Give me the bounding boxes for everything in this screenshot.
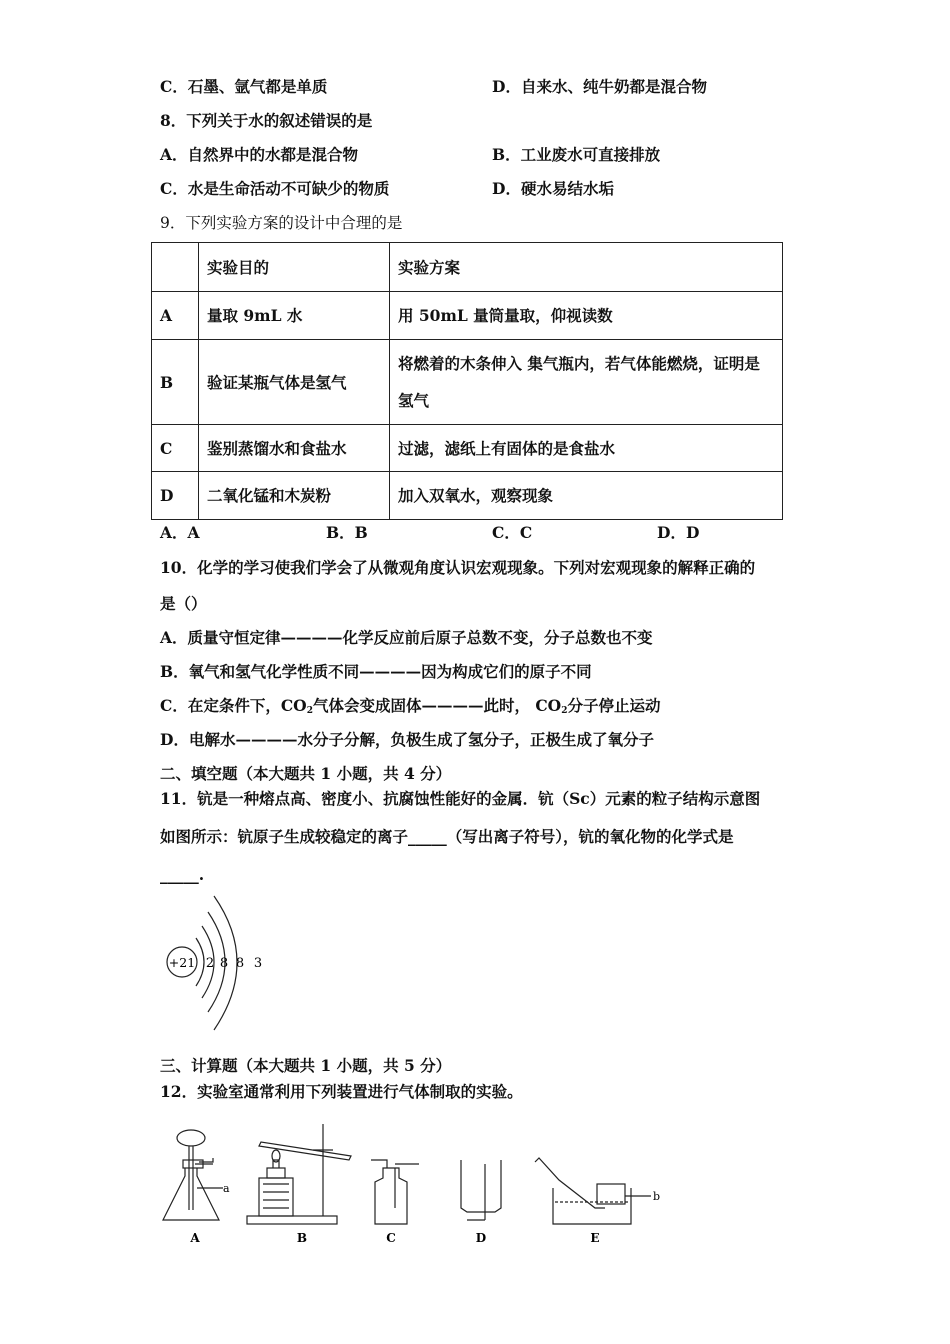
electron-count: 8 <box>219 956 229 971</box>
table-cell-goal: 二氧化锰和木炭粉 <box>199 472 390 520</box>
table-cell-key: D <box>152 472 199 520</box>
subscript: 2 <box>306 706 313 716</box>
q12-stem: 12．实验室通常利用下列装置进行气体制取的实验。 <box>160 1082 523 1101</box>
q9-option-b: B．B <box>326 523 368 542</box>
table-row <box>152 425 783 472</box>
q9-option-d: D．D <box>657 523 700 542</box>
electron-count: 3 <box>253 956 263 971</box>
table-cell-goal: 量取 9mL 水 <box>199 292 390 340</box>
table-cell-goal: 鉴别蒸馏水和食盐水 <box>199 425 390 472</box>
table-header-cell: 实验目的 <box>199 243 390 292</box>
section-heading-fill-in: 二、填空题（本大题共 1 小题，共 4 分） <box>160 764 452 783</box>
table-cell-goal: 验证某瓶气体是氢气 <box>199 340 390 425</box>
table-row <box>152 292 783 340</box>
table-cell-plan: 过滤，滤纸上有固体的是食盐水 <box>390 425 783 472</box>
apparatus-e-water-trough <box>535 1158 651 1224</box>
table-header-row <box>152 243 783 292</box>
q11-line2: 如图所示：钪原子生成较稳定的离子_____（写出离子符号），钪的氧化物的化学式是 <box>160 827 734 846</box>
q8-option-d: D．硬水易结水垢 <box>492 179 614 198</box>
q7-option-d: D．自来水、纯牛奶都是混合物 <box>492 77 707 96</box>
q8-option-b: B．工业废水可直接排放 <box>492 145 661 164</box>
scandium-atom-structure-diagram <box>158 890 288 1038</box>
q9-table <box>151 242 783 520</box>
apparatus-a-flask <box>163 1130 223 1220</box>
section-heading-calculation: 三、计算题（本大题共 1 小题，共 5 分） <box>160 1056 452 1075</box>
apparatus-label: D <box>475 1231 487 1245</box>
apparatus-label: B <box>296 1231 308 1245</box>
q11-line1: 11．钪是一种熔点高、密度小、抗腐蚀性能好的金属．钪（Sc）元素的粒子结构示意图 <box>160 789 761 808</box>
q10-option-c <box>160 696 660 721</box>
table-header-cell: 实验方案 <box>390 243 783 292</box>
table-row <box>152 340 783 425</box>
apparatus-label: C <box>386 1231 396 1245</box>
lab-apparatus-figure <box>155 1112 675 1252</box>
electron-count: 2 <box>205 956 215 971</box>
electron-count: 8 <box>235 956 245 971</box>
table-cell-plan: 加入双氧水，观察现象 <box>390 472 783 520</box>
table-cell-plan: 用 50mL 量筒量取，仰视读数 <box>390 292 783 340</box>
apparatus-c-gas-bottle <box>371 1160 419 1224</box>
table-cell-plan: 将燃着的木条伸入 集气瓶内，若气体能燃烧，证明是氢气 <box>390 340 783 425</box>
q9-option-a: A．A <box>160 523 200 542</box>
q9-option-c: C．C <box>492 523 533 542</box>
table-cell-key: C <box>152 425 199 472</box>
mark-b-label: b <box>653 1190 661 1203</box>
table-cell-key: A <box>152 292 199 340</box>
q10-option-c-part1: C．在定条件下，CO <box>160 696 307 715</box>
q10-option-b: B．氧气和氢气化学性质不同————因为构成它们的原子不同 <box>160 662 592 681</box>
q10-option-c-part3: 分子停止运动 <box>567 696 661 715</box>
apparatus-b-heating-setup <box>247 1124 351 1224</box>
subscript: 2 <box>561 706 568 716</box>
q10-option-a: A．质量守恒定律————化学反应前后原子总数不变，分子总数也不变 <box>160 628 653 647</box>
q10-option-d: D．电解水————水分子分解，负极生成了氢分子，正极生成了氧分子 <box>160 730 654 749</box>
table-header-cell <box>152 243 199 292</box>
q10-stem-line1: 10．化学的学习使我们学会了从微观角度认识宏观现象。下列对宏观现象的解释正确的 <box>160 558 756 577</box>
q9-stem: 9．下列实验方案的设计中合理的是 <box>160 214 403 232</box>
q10-stem-line2: 是（） <box>160 594 207 613</box>
nucleus-charge: +21 <box>168 955 196 970</box>
apparatus-d-inverted-bottle <box>461 1160 501 1220</box>
apparatus-label: A <box>190 1231 200 1245</box>
apparatus-label: E <box>590 1231 600 1245</box>
table-row <box>152 472 783 520</box>
q8-option-a: A．自然界中的水都是混合物 <box>160 145 359 164</box>
q8-stem: 8．下列关于水的叙述错误的是 <box>160 111 373 130</box>
q10-option-c-part2: 气体会变成固体————此时， CO <box>312 696 562 715</box>
q8-option-c: C．水是生命活动不可缺少的物质 <box>160 179 390 198</box>
table-cell-key: B <box>152 340 199 425</box>
mark-a-label: a <box>223 1182 230 1195</box>
q11-line3: _____. <box>160 865 205 884</box>
q7-option-c: C．石墨、氩气都是单质 <box>160 77 328 96</box>
